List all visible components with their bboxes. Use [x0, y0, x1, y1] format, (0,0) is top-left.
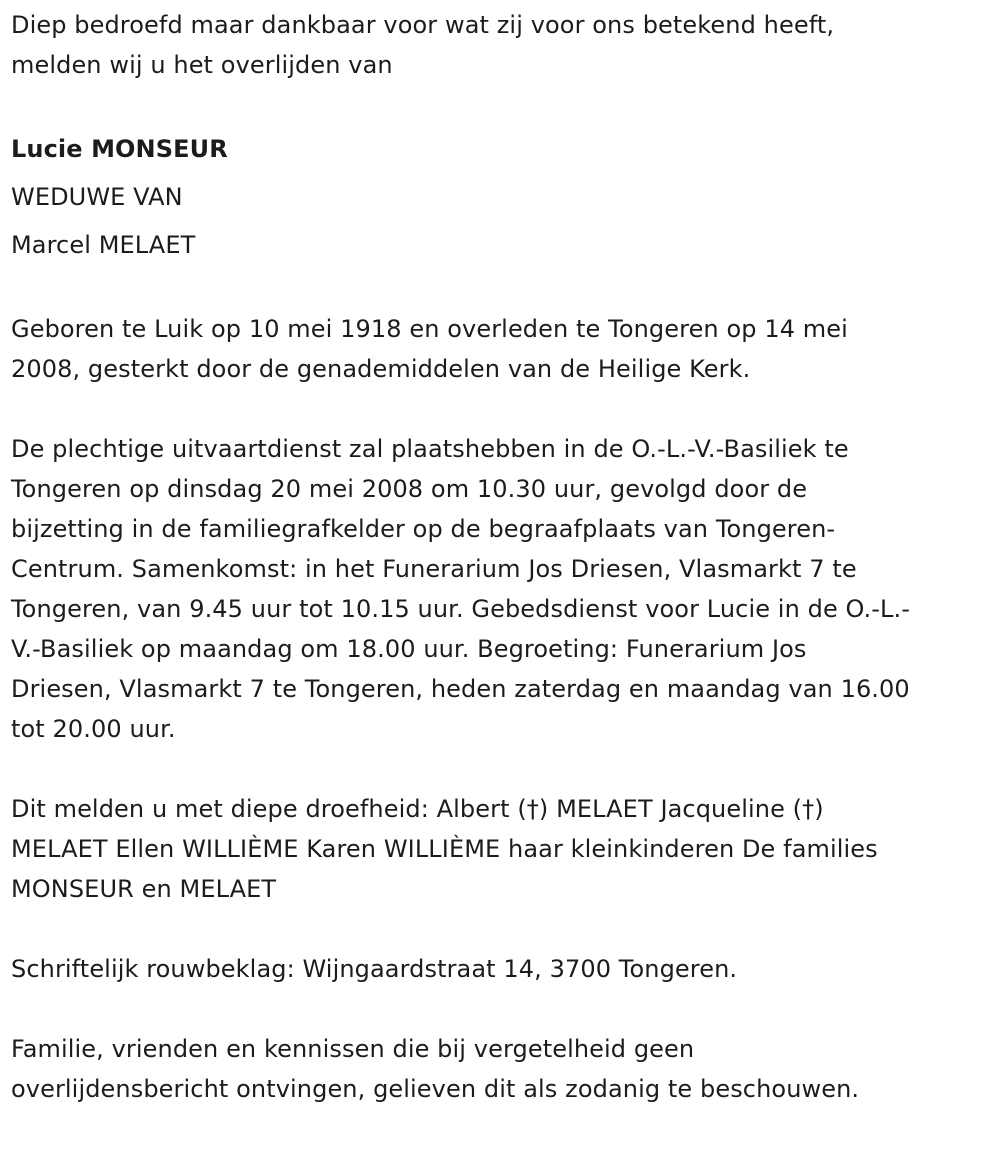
text-line: MELAET Ellen WILLIÈME Karen WILLIÈME haar kleinkinderen De families	[11, 835, 878, 863]
text-line: Familie, vrienden en kennissen die bij vergetelheid geen	[11, 1035, 695, 1063]
text-line: Diep bedroefd maar dankbaar voor wat zij voor ons betekend heeft,	[11, 11, 835, 39]
relation-label: WEDUWE VAN	[11, 183, 183, 211]
text-line: melden wij u het overlijden van	[11, 51, 393, 79]
text-line: MONSEUR en MELAET	[11, 875, 277, 903]
funeral-paragraph	[11, 429, 993, 749]
spouse-name: Marcel MELAET	[11, 231, 196, 259]
text-line: tot 20.00 uur.	[11, 715, 176, 743]
family-paragraph	[11, 789, 993, 909]
text-line: Driesen, Vlasmarkt 7 te Tongeren, heden zaterdag en maandag van 16.00	[11, 675, 910, 703]
deceased-block	[11, 125, 993, 269]
closing-paragraph	[11, 1029, 993, 1109]
text-line: Geboren te Luik op 10 mei 1918 en overleden te Tongeren op 14 mei	[11, 315, 848, 343]
text-line: bijzetting in de familiegrafkelder op de begraafplaats van Tongeren-	[11, 515, 836, 543]
text-line: Centrum. Samenkomst: in het Funerarium Jos Driesen, Vlasmarkt 7 te	[11, 555, 857, 583]
deceased-name: Lucie MONSEUR	[11, 135, 228, 163]
birth-death-paragraph	[11, 309, 993, 389]
intro-paragraph	[11, 5, 993, 85]
text-line: Tongeren, van 9.45 uur tot 10.15 uur. Gebedsdienst voor Lucie in de O.-L.-	[11, 595, 911, 623]
text-line: Tongeren op dinsdag 20 mei 2008 om 10.30 uur, gevolgd door de	[11, 475, 808, 503]
text-line: Schriftelijk rouwbeklag: Wijngaardstraat 14, 3700 Tongeren.	[11, 955, 738, 983]
text-line: 2008, gesterkt door de genademiddelen van de Heilige Kerk.	[11, 355, 751, 383]
text-line: De plechtige uitvaartdienst zal plaatshebben in de O.-L.-V.-Basiliek te	[11, 435, 849, 463]
death-notice	[11, 5, 993, 1149]
text-line: overlijdensbericht ontvingen, gelieven dit als zodanig te beschouwen.	[11, 1075, 860, 1103]
text-line: V.-Basiliek op maandag om 18.00 uur. Begroeting: Funerarium Jos	[11, 635, 807, 663]
condolences-paragraph	[11, 949, 993, 989]
text-line: Dit melden u met diepe droefheid: Albert (†) MELAET Jacqueline (†)	[11, 795, 824, 823]
